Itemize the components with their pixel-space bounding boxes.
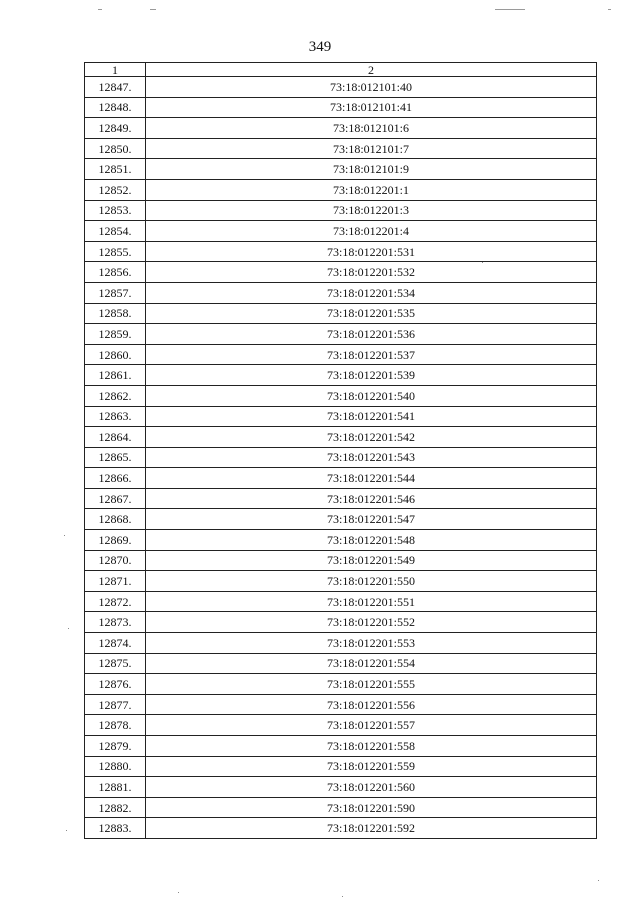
table-row <box>85 303 597 324</box>
cadastral-number: 73:18:012201:542 <box>146 427 597 448</box>
scan-dot <box>66 830 67 831</box>
cadastral-number: 73:18:012101:41 <box>146 97 597 118</box>
scan-dot <box>178 892 179 893</box>
row-number: 12861. <box>85 365 146 386</box>
table-row <box>85 324 597 345</box>
cadastral-number: 73:18:012201:548 <box>146 530 597 551</box>
cadastral-number: 73:18:012201:543 <box>146 447 597 468</box>
table-row <box>85 344 597 365</box>
row-number: 12851. <box>85 159 146 180</box>
row-number: 12856. <box>85 262 146 283</box>
row-number: 12860. <box>85 344 146 365</box>
table-row <box>85 200 597 221</box>
table-row <box>85 633 597 654</box>
row-number: 12870. <box>85 550 146 571</box>
cadastral-number: 73:18:012101:7 <box>146 138 597 159</box>
row-number: 12869. <box>85 530 146 551</box>
row-number: 12866. <box>85 468 146 489</box>
row-number: 12879. <box>85 736 146 757</box>
data-table <box>84 62 597 839</box>
scan-mark <box>150 9 156 10</box>
column-header-number: 1 <box>85 63 146 77</box>
table-row <box>85 77 597 98</box>
row-number: 12853. <box>85 200 146 221</box>
cadastral-number: 73:18:012201:558 <box>146 736 597 757</box>
cadastral-number: 73:18:012201:3 <box>146 200 597 221</box>
row-number: 12882. <box>85 797 146 818</box>
scan-mark <box>495 9 525 10</box>
row-number: 12848. <box>85 97 146 118</box>
cadastral-number: 73:18:012201:560 <box>146 777 597 798</box>
table-row <box>85 97 597 118</box>
table-row <box>85 118 597 139</box>
row-number: 12855. <box>85 241 146 262</box>
cadastral-number: 73:18:012201:534 <box>146 282 597 303</box>
cadastral-number: 73:18:012101:6 <box>146 118 597 139</box>
row-number: 12863. <box>85 406 146 427</box>
page-number: 349 <box>308 39 332 55</box>
row-number: 12868. <box>85 509 146 530</box>
table-row <box>85 138 597 159</box>
row-number: 12881. <box>85 777 146 798</box>
row-number: 12872. <box>85 591 146 612</box>
row-number: 12876. <box>85 674 146 695</box>
table-row <box>85 550 597 571</box>
table-row <box>85 179 597 200</box>
cadastral-number: 73:18:012201:556 <box>146 694 597 715</box>
row-number: 12849. <box>85 118 146 139</box>
cadastral-number: 73:18:012201:532 <box>146 262 597 283</box>
row-number: 12854. <box>85 221 146 242</box>
table-row <box>85 653 597 674</box>
table-row <box>85 591 597 612</box>
row-number: 12867. <box>85 488 146 509</box>
table-row <box>85 674 597 695</box>
cadastral-number: 73:18:012201:592 <box>146 818 597 839</box>
cadastral-number: 73:18:012201:544 <box>146 468 597 489</box>
scan-dot <box>68 628 69 629</box>
cadastral-number: 73:18:012201:1 <box>146 179 597 200</box>
cadastral-number: 73:18:012201:4 <box>146 221 597 242</box>
table-row <box>85 797 597 818</box>
table-header-row <box>85 63 597 77</box>
row-number: 12874. <box>85 633 146 654</box>
row-number: 12873. <box>85 612 146 633</box>
table-row <box>85 736 597 757</box>
table-row <box>85 509 597 530</box>
row-number: 12858. <box>85 303 146 324</box>
table-row <box>85 694 597 715</box>
table-row <box>85 777 597 798</box>
row-number: 12850. <box>85 138 146 159</box>
scan-mark <box>608 9 611 10</box>
row-number: 12880. <box>85 756 146 777</box>
table-row <box>85 612 597 633</box>
row-number: 12875. <box>85 653 146 674</box>
table-row <box>85 468 597 489</box>
scan-dot <box>598 880 599 881</box>
table-row <box>85 385 597 406</box>
cadastral-number: 73:18:012201:537 <box>146 344 597 365</box>
cadastral-number: 73:18:012201:535 <box>146 303 597 324</box>
scan-dot <box>342 896 343 897</box>
cadastral-number: 73:18:012201:536 <box>146 324 597 345</box>
table-row <box>85 715 597 736</box>
table-row <box>85 406 597 427</box>
cadastral-number: 73:18:012201:541 <box>146 406 597 427</box>
cadastral-number: 73:18:012201:559 <box>146 756 597 777</box>
table-row <box>85 282 597 303</box>
table-row <box>85 571 597 592</box>
row-number: 12859. <box>85 324 146 345</box>
table-row <box>85 221 597 242</box>
row-number: 12878. <box>85 715 146 736</box>
cadastral-number: 73:18:012101:9 <box>146 159 597 180</box>
table-row <box>85 262 597 283</box>
row-number: 12877. <box>85 694 146 715</box>
table-row <box>85 159 597 180</box>
cadastral-number: 73:18:012201:557 <box>146 715 597 736</box>
table-row <box>85 488 597 509</box>
cadastral-number: 73:18:012101:40 <box>146 77 597 98</box>
table-row <box>85 818 597 839</box>
table-row <box>85 365 597 386</box>
row-number: 12871. <box>85 571 146 592</box>
table-row <box>85 427 597 448</box>
cadastral-number: 73:18:012201:550 <box>146 571 597 592</box>
cadastral-number: 73:18:012201:554 <box>146 653 597 674</box>
row-number: 12865. <box>85 447 146 468</box>
table-row <box>85 447 597 468</box>
row-number: 12847. <box>85 77 146 98</box>
cadastral-number: 73:18:012201:531 <box>146 241 597 262</box>
cadastral-number: 73:18:012201:546 <box>146 488 597 509</box>
row-number: 12864. <box>85 427 146 448</box>
scan-dot <box>64 535 65 536</box>
row-number: 12852. <box>85 179 146 200</box>
row-number: 12883. <box>85 818 146 839</box>
cadastral-number: 73:18:012201:540 <box>146 385 597 406</box>
scan-mark <box>98 9 102 10</box>
row-number: 12857. <box>85 282 146 303</box>
cadastral-number: 73:18:012201:551 <box>146 591 597 612</box>
cadastral-number: 73:18:012201:555 <box>146 674 597 695</box>
cadastral-number: 73:18:012201:539 <box>146 365 597 386</box>
cadastral-number: 73:18:012201:553 <box>146 633 597 654</box>
row-number: 12862. <box>85 385 146 406</box>
cadastral-number: 73:18:012201:590 <box>146 797 597 818</box>
cadastral-number: 73:18:012201:552 <box>146 612 597 633</box>
cadastral-number: 73:18:012201:547 <box>146 509 597 530</box>
cadastral-number: 73:18:012201:549 <box>146 550 597 571</box>
table-row <box>85 530 597 551</box>
table-row <box>85 756 597 777</box>
column-header-code: 2 <box>146 63 597 77</box>
table-row <box>85 241 597 262</box>
